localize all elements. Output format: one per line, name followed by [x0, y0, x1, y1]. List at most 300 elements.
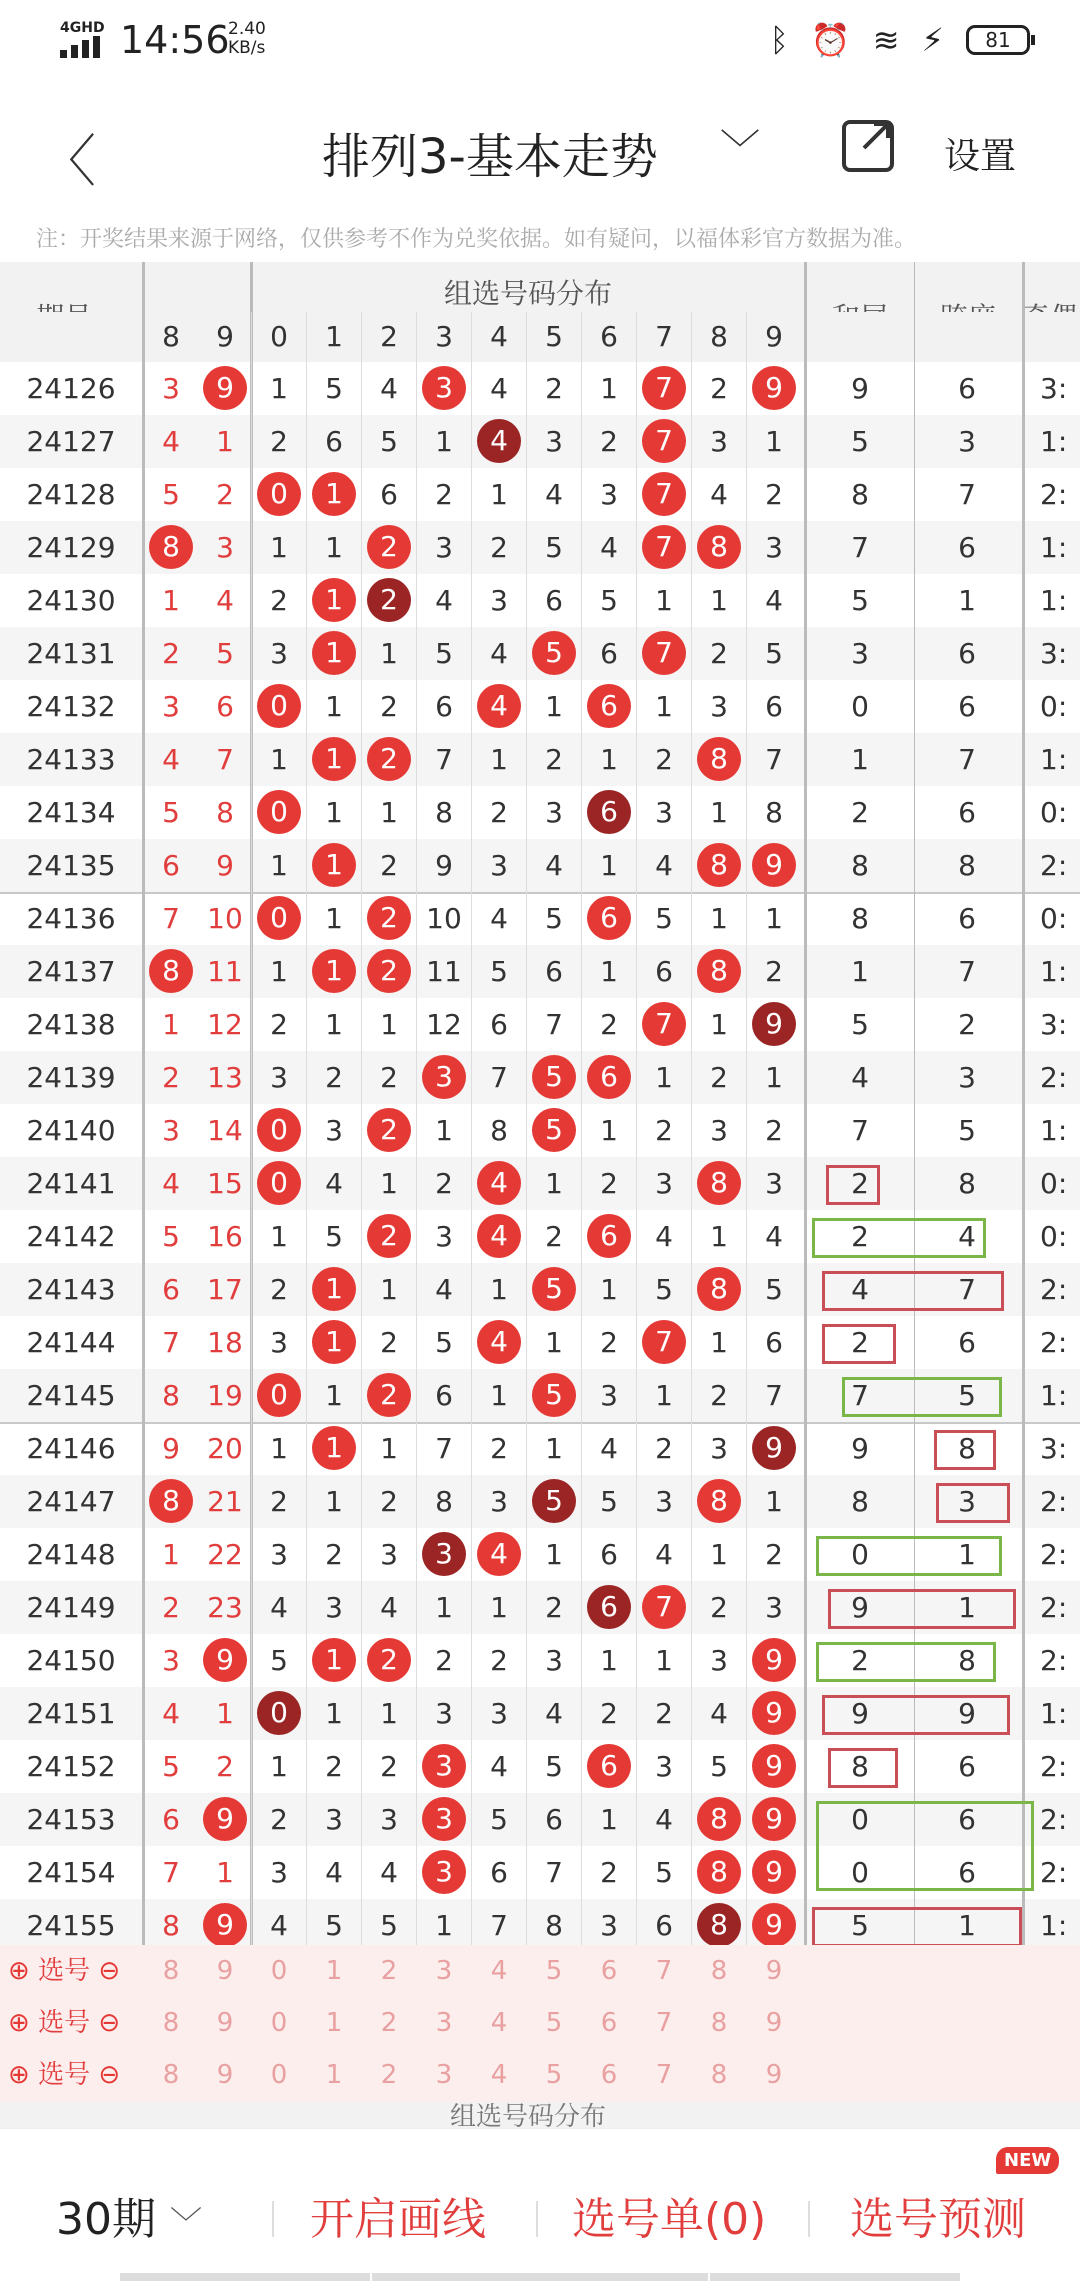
settings-button[interactable]: 设置 [944, 136, 1017, 177]
select-number[interactable]: 8 [162, 2060, 180, 2090]
digit-hit-ball: 2 [367, 896, 411, 940]
period-cell: 24127 [26, 425, 116, 458]
digit-miss-value: 8 [435, 796, 453, 829]
digit-miss-value: 3 [765, 1591, 783, 1624]
digit-miss-value: 1 [710, 796, 728, 829]
digit-miss-value: 6 [490, 1856, 508, 1889]
plus-icon: ⊕ [8, 2008, 30, 2038]
left-hit-ball: 8 [149, 525, 193, 569]
digit-miss-value: 5 [325, 1220, 343, 1253]
digit-hit-ball: 3 [422, 1055, 466, 1099]
left-miss-value: 9 [216, 849, 234, 882]
digit-miss-value: 8 [545, 1909, 563, 1942]
select-number[interactable]: 8 [162, 2008, 180, 2038]
digit-hit-ball: 3 [422, 1797, 466, 1841]
left-miss-value: 2 [162, 1591, 180, 1624]
digit-hit-ball: 9 [752, 1850, 796, 1894]
sum-tail-cell: 5 [851, 1008, 869, 1041]
digit-miss-value: 2 [490, 531, 508, 564]
digit-miss-value: 6 [600, 1538, 618, 1571]
span-cell: 6 [958, 372, 976, 405]
select-number[interactable]: 7 [655, 2060, 673, 2090]
draw-line-button[interactable]: 开启画线 [310, 2194, 486, 2245]
left-hit-ball: 8 [149, 949, 193, 993]
select-number[interactable]: 3 [435, 2060, 453, 2090]
page-title[interactable]: 排列3-基本走势 [322, 129, 658, 185]
left-miss-value: 12 [207, 1008, 243, 1041]
span-cell: 8 [958, 1644, 976, 1677]
left-miss-value: 3 [162, 1114, 180, 1147]
digit-hit-ball: 1 [312, 1638, 356, 1682]
odd-even-cell: 2: [1040, 1803, 1068, 1836]
periods-selector[interactable]: 30期 ﹀ [56, 2194, 203, 2245]
digit-hit-ball: 2 [367, 1373, 411, 1417]
digit-hit-ball: 4 [477, 1214, 521, 1258]
period-cell: 24152 [26, 1750, 116, 1783]
left-miss-value: 3 [162, 1644, 180, 1677]
digit-miss-value: 2 [325, 1061, 343, 1094]
digit-miss-value: 2 [710, 1379, 728, 1412]
highlight-box [812, 1907, 1022, 1947]
digit-hit-ball: 9 [752, 1744, 796, 1788]
left-miss-value: 19 [207, 1379, 243, 1412]
digit-miss-value: 2 [435, 1644, 453, 1677]
highlight-box [822, 1271, 1004, 1311]
left-miss-value: 1 [162, 584, 180, 617]
select-number[interactable]: 4 [490, 2008, 508, 2038]
highlight-box [816, 1536, 1002, 1576]
digit-miss-value: 5 [435, 637, 453, 670]
odd-even-cell: 3: [1040, 372, 1068, 405]
odd-even-cell: 1: [1040, 743, 1068, 776]
digit-miss-value: 6 [765, 690, 783, 723]
left-miss-value: 4 [216, 584, 234, 617]
digit-miss-value: 2 [545, 743, 563, 776]
digit-miss-value: 1 [600, 1114, 618, 1147]
digit-miss-value: 3 [710, 1114, 728, 1147]
odd-even-cell: 1: [1040, 1697, 1068, 1730]
odd-even-cell: 3: [1040, 1008, 1068, 1041]
digit-miss-value: 5 [380, 1909, 398, 1942]
digit-miss-value: 7 [765, 1379, 783, 1412]
select-number[interactable]: 0 [270, 2060, 288, 2090]
select-number[interactable]: 9 [216, 1956, 234, 1986]
select-number[interactable]: 4 [490, 1956, 508, 1986]
left-miss-value: 15 [207, 1167, 243, 1200]
selection-list-button[interactable]: 选号单(0) [572, 2194, 767, 2245]
odd-even-cell: 0: [1040, 1220, 1068, 1253]
left-miss-value: 3 [162, 690, 180, 723]
digit-miss-value: 3 [490, 1485, 508, 1518]
digit-col-header: 5 [545, 320, 563, 353]
digit-hit-ball: 2 [367, 737, 411, 781]
digit-hit-ball: 8 [697, 949, 741, 993]
select-number[interactable]: 5 [545, 2060, 563, 2090]
left-miss-value: 8 [162, 1379, 180, 1412]
highlight-box [822, 1324, 896, 1364]
left-miss-value: 7 [162, 1326, 180, 1359]
digit-miss-value: 3 [270, 1061, 288, 1094]
sum-tail-cell: 0 [851, 1803, 869, 1836]
digit-hit-ball: 3 [422, 1744, 466, 1788]
plus-icon: ⊕ [8, 1956, 30, 1986]
digit-hit-ball: 8 [697, 1267, 741, 1311]
period-cell: 24138 [26, 1008, 116, 1041]
digit-hit-ball: 1 [312, 1267, 356, 1311]
digit-hit-ball: 6 [587, 790, 631, 834]
digit-miss-value: 7 [490, 1061, 508, 1094]
select-number[interactable]: 2 [380, 1956, 398, 1986]
share-icon[interactable] [842, 120, 894, 172]
odd-even-cell: 3: [1040, 1432, 1068, 1465]
highlight-box [934, 1430, 996, 1470]
select-number[interactable]: 1 [325, 2060, 343, 2090]
period-cell: 24135 [26, 849, 116, 882]
digit-miss-value: 1 [655, 1379, 673, 1412]
left-miss-value: 5 [216, 637, 234, 670]
period-cell: 24133 [26, 743, 116, 776]
highlight-box [842, 1377, 1002, 1417]
period-cell: 24147 [26, 1485, 116, 1518]
table-row [0, 945, 1080, 998]
digit-miss-value: 6 [380, 478, 398, 511]
select-number[interactable]: 1 [325, 2008, 343, 2038]
select-number[interactable]: 5 [545, 1956, 563, 1986]
digit-col-header: 3 [435, 320, 453, 353]
span-cell: 3 [958, 1485, 976, 1518]
digit-miss-value: 3 [655, 1167, 673, 1200]
status-bar [0, 0, 1080, 80]
digit-hit-ball: 6 [587, 1214, 631, 1258]
select-number[interactable]: 5 [545, 2008, 563, 2038]
digit-miss-value: 1 [325, 902, 343, 935]
span-cell: 3 [958, 425, 976, 458]
span-cell: 6 [958, 796, 976, 829]
span-cell: 7 [958, 478, 976, 511]
period-cell: 24145 [26, 1379, 116, 1412]
digit-miss-value: 1 [710, 1538, 728, 1571]
left-miss-value: 6 [162, 849, 180, 882]
digit-hit-ball: 1 [312, 472, 356, 516]
highlight-box [828, 1589, 1016, 1629]
digit-miss-value: 4 [655, 1220, 673, 1253]
digit-hit-ball: 2 [367, 949, 411, 993]
minus-icon: ⊖ [98, 2008, 121, 2038]
odd-even-cell: 1: [1040, 425, 1068, 458]
left-miss-value: 7 [162, 1856, 180, 1889]
left-miss-value: 3 [162, 372, 180, 405]
digit-hit-ball: 3 [422, 1532, 466, 1576]
digit-miss-value: 1 [710, 584, 728, 617]
left-miss-value: 10 [207, 902, 243, 935]
digit-hit-ball: 7 [642, 1585, 686, 1629]
digit-miss-value: 6 [490, 1008, 508, 1041]
select-number[interactable]: 4 [490, 2060, 508, 2090]
select-number[interactable]: 6 [600, 1956, 618, 1986]
period-cell: 24137 [26, 955, 116, 988]
select-number[interactable]: 2 [380, 2060, 398, 2090]
digit-miss-value: 3 [765, 1167, 783, 1200]
bluetooth-icon: ᛒ [769, 21, 789, 59]
select-number[interactable]: 8 [710, 2060, 728, 2090]
select-number[interactable]: 9 [765, 1956, 783, 1986]
left-miss-value: 7 [216, 743, 234, 776]
select-number[interactable]: 6 [600, 2008, 618, 2038]
select-number[interactable]: 1 [325, 1956, 343, 1986]
period-cell: 24148 [26, 1538, 116, 1571]
digit-miss-value: 3 [270, 1856, 288, 1889]
digit-hit-ball: 5 [532, 1373, 576, 1417]
digit-miss-value: 3 [545, 1644, 563, 1677]
digit-miss-value: 1 [600, 1803, 618, 1836]
select-number[interactable]: 0 [270, 2008, 288, 2038]
digit-miss-value: 6 [765, 1326, 783, 1359]
digit-miss-value: 2 [490, 1432, 508, 1465]
digit-miss-value: 4 [545, 1697, 563, 1730]
digit-miss-value: 2 [545, 372, 563, 405]
table-row [0, 1104, 1080, 1157]
digit-miss-value: 1 [380, 1167, 398, 1200]
digit-miss-value: 2 [380, 1326, 398, 1359]
signal-icon [60, 36, 104, 58]
digit-miss-value: 10 [426, 902, 462, 935]
left-miss-value: 4 [162, 743, 180, 776]
select-number[interactable]: 9 [765, 2060, 783, 2090]
digit-hit-ball: 6 [587, 1585, 631, 1629]
span-cell: 1 [958, 1538, 976, 1571]
digit-miss-value: 4 [655, 1538, 673, 1571]
digit-miss-value: 1 [600, 1273, 618, 1306]
sum-tail-cell: 8 [851, 1485, 869, 1518]
digit-miss-value: 6 [545, 1803, 563, 1836]
alarm-icon: ⏰ [810, 21, 851, 59]
select-number[interactable]: 8 [710, 1956, 728, 1986]
net-speed: 2.40 KB/s [228, 19, 266, 58]
digit-miss-value: 2 [435, 1167, 453, 1200]
select-number[interactable]: 9 [216, 2008, 234, 2038]
digit-miss-value: 1 [600, 955, 618, 988]
digit-miss-value: 1 [600, 743, 618, 776]
digit-miss-value: 2 [710, 1591, 728, 1624]
odd-even-cell: 2: [1040, 1061, 1068, 1094]
digit-miss-value: 3 [380, 1538, 398, 1571]
odd-even-cell: 1: [1040, 584, 1068, 617]
digit-miss-value: 1 [270, 1750, 288, 1783]
select-row-label[interactable]: ⊕ 选号 ⊖ [8, 1956, 121, 1986]
digit-miss-value: 3 [710, 1432, 728, 1465]
digit-miss-value: 3 [655, 1485, 673, 1518]
table-row [0, 680, 1080, 733]
digit-miss-value: 7 [545, 1008, 563, 1041]
period-cell: 24131 [26, 637, 116, 670]
digit-hit-ball: 0 [257, 472, 301, 516]
digit-hit-ball: 8 [697, 1850, 741, 1894]
select-number[interactable]: 7 [655, 1956, 673, 1986]
span-cell: 9 [958, 1697, 976, 1730]
digit-hit-ball: 0 [257, 1373, 301, 1417]
digit-hit-ball: 0 [257, 684, 301, 728]
digit-miss-value: 1 [710, 1008, 728, 1041]
digit-hit-ball: 7 [642, 366, 686, 410]
digit-miss-value: 2 [270, 1008, 288, 1041]
digit-hit-ball: 1 [312, 949, 356, 993]
highlight-box [828, 1748, 898, 1788]
period-cell: 24128 [26, 478, 116, 511]
clock: 14:56 [120, 18, 230, 62]
digit-miss-value: 1 [380, 796, 398, 829]
select-number[interactable]: 8 [162, 1956, 180, 1986]
digit-miss-value: 5 [325, 1909, 343, 1942]
span-cell: 2 [958, 1008, 976, 1041]
digit-miss-value: 3 [765, 531, 783, 564]
digit-hit-ball: 2 [367, 1108, 411, 1152]
table-row [0, 521, 1080, 574]
digit-miss-value: 2 [380, 1750, 398, 1783]
back-arrow-icon[interactable]: 〈 [40, 130, 96, 195]
digit-miss-value: 3 [710, 425, 728, 458]
digit-miss-value: 1 [490, 743, 508, 776]
left-miss-value: 5 [162, 1220, 180, 1253]
odd-even-cell: 1: [1040, 1909, 1068, 1942]
select-number[interactable]: 7 [655, 2008, 673, 2038]
digit-miss-value: 3 [710, 1644, 728, 1677]
select-number[interactable]: 2 [380, 2008, 398, 2038]
span-cell: 6 [958, 531, 976, 564]
bottom-bar [0, 2128, 1080, 2281]
digit-hit-ball: 8 [697, 1797, 741, 1841]
table-row [0, 1422, 1080, 1475]
odd-even-cell: 1: [1040, 1114, 1068, 1147]
left-miss-value: 14 [207, 1114, 243, 1147]
digit-miss-value: 2 [655, 743, 673, 776]
digit-miss-value: 1 [490, 1379, 508, 1412]
left-miss-value: 1 [216, 1697, 234, 1730]
prediction-button[interactable]: 选号预测 [850, 2194, 1026, 2245]
left-miss-value: 1 [162, 1538, 180, 1571]
digit-miss-value: 4 [380, 372, 398, 405]
period-cell: 24140 [26, 1114, 116, 1147]
span-cell: 3 [958, 1061, 976, 1094]
digit-hit-ball: 0 [257, 896, 301, 940]
group-distribution-header: 组选号码分布 [443, 277, 612, 310]
digit-hit-ball: 6 [587, 1055, 631, 1099]
chevron-down-icon[interactable]: ﹀ [720, 127, 760, 173]
digit-miss-value: 1 [545, 1326, 563, 1359]
digit-miss-value: 6 [435, 690, 453, 723]
digit-miss-value: 5 [545, 1750, 563, 1783]
digit-hit-ball: 1 [312, 578, 356, 622]
period-cell: 24146 [26, 1432, 116, 1465]
digit-miss-value: 1 [490, 478, 508, 511]
digit-miss-value: 1 [380, 1432, 398, 1465]
digit-miss-value: 3 [490, 849, 508, 882]
table-header-columns [0, 312, 1080, 362]
select-number[interactable]: 3 [435, 2008, 453, 2038]
digit-miss-value: 1 [545, 1538, 563, 1571]
period-cell: 24134 [26, 796, 116, 829]
left-col-header: 9 [216, 320, 234, 353]
network-label: 4GHD [60, 20, 105, 36]
span-cell: 1 [958, 1591, 976, 1624]
sum-tail-cell: 0 [851, 690, 869, 723]
digit-miss-value: 12 [426, 1008, 462, 1041]
sum-tail-cell: 9 [851, 1432, 869, 1465]
sum-tail-cell: 8 [851, 902, 869, 935]
digit-hit-ball: 7 [642, 472, 686, 516]
digit-miss-value: 2 [655, 1432, 673, 1465]
digit-hit-ball: 6 [587, 684, 631, 728]
sum-tail-cell: 9 [851, 1591, 869, 1624]
digit-hit-ball: 7 [642, 419, 686, 463]
digit-miss-value: 4 [710, 478, 728, 511]
digit-hit-ball: 4 [477, 1532, 521, 1576]
digit-miss-value: 3 [435, 1220, 453, 1253]
digit-miss-value: 5 [655, 1856, 673, 1889]
table-row [0, 574, 1080, 627]
digit-miss-value: 1 [325, 796, 343, 829]
digit-miss-value: 6 [435, 1379, 453, 1412]
left-hit-ball: 9 [203, 366, 247, 410]
digit-miss-value: 4 [490, 637, 508, 670]
select-row-label[interactable]: ⊕ 选号 ⊖ [8, 2008, 121, 2038]
sum-tail-cell: 9 [851, 1697, 869, 1730]
sum-tail-cell: 7 [851, 531, 869, 564]
select-row-label[interactable]: ⊕ 选号 ⊖ [8, 2060, 121, 2090]
digit-miss-value: 2 [765, 478, 783, 511]
select-number[interactable]: 9 [765, 2008, 783, 2038]
span-cell: 1 [958, 1909, 976, 1942]
digit-miss-value: 4 [380, 1856, 398, 1889]
left-miss-value: 1 [162, 1008, 180, 1041]
select-number[interactable]: 6 [600, 2060, 618, 2090]
digit-miss-value: 4 [545, 478, 563, 511]
digit-miss-value: 2 [325, 1538, 343, 1571]
digit-miss-value: 1 [270, 849, 288, 882]
digit-miss-value: 1 [325, 1008, 343, 1041]
digit-hit-ball: 1 [312, 631, 356, 675]
table-row [0, 415, 1080, 468]
sum-tail-cell: 2 [851, 1644, 869, 1677]
digit-miss-value: 1 [600, 372, 618, 405]
digit-hit-ball: 9 [752, 1797, 796, 1841]
select-number[interactable]: 3 [435, 1956, 453, 1986]
digit-miss-value: 2 [600, 1167, 618, 1200]
digit-miss-value: 7 [490, 1909, 508, 1942]
digit-miss-value: 3 [325, 1591, 343, 1624]
digit-hit-ball: 7 [642, 631, 686, 675]
select-number[interactable]: 9 [216, 2060, 234, 2090]
select-number[interactable]: 8 [710, 2008, 728, 2038]
period-cell: 24154 [26, 1856, 116, 1889]
digit-hit-ball: 0 [257, 1108, 301, 1152]
digit-miss-value: 4 [490, 372, 508, 405]
digit-col-header: 4 [490, 320, 508, 353]
digit-hit-ball: 9 [752, 1002, 796, 1046]
digit-miss-value: 2 [765, 1114, 783, 1147]
sum-tail-cell: 3 [851, 637, 869, 670]
select-number[interactable]: 0 [270, 1956, 288, 1986]
digit-miss-value: 1 [325, 1697, 343, 1730]
highlight-box [816, 1801, 1034, 1891]
digit-hit-ball: 9 [752, 1691, 796, 1735]
digit-miss-value: 1 [270, 531, 288, 564]
digit-hit-ball: 2 [367, 1214, 411, 1258]
left-miss-value: 7 [162, 902, 180, 935]
digit-miss-value: 1 [655, 690, 673, 723]
table-row [0, 1740, 1080, 1793]
selection-rows [0, 1945, 1080, 2102]
digit-miss-value: 1 [435, 1909, 453, 1942]
